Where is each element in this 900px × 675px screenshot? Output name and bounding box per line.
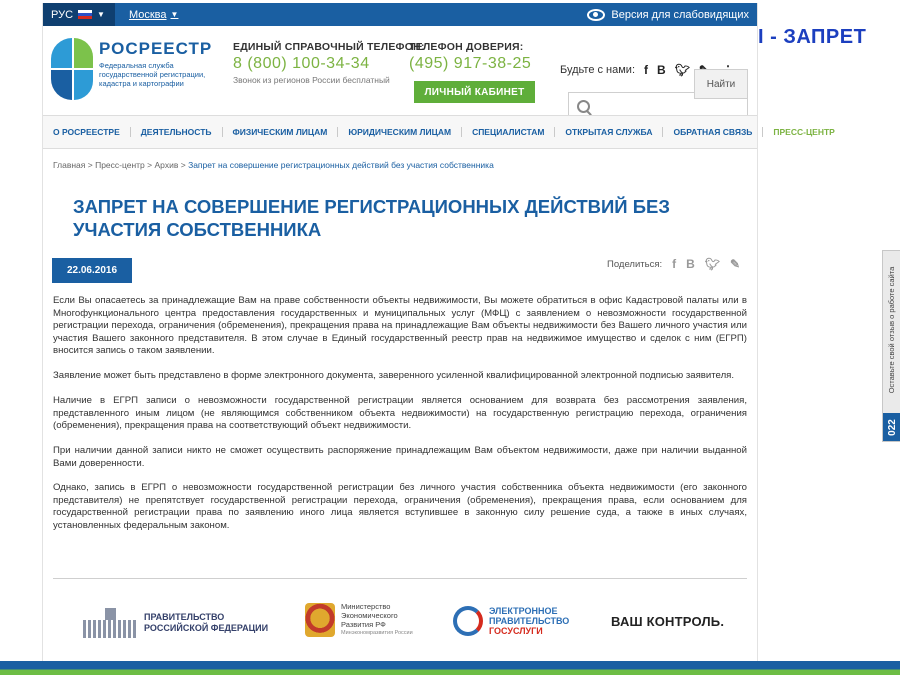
language-label: РУС xyxy=(51,8,74,21)
partner-minek-line3: Развития РФ xyxy=(341,620,386,629)
partner-gosu-line1: ЭЛЕКТРОННОЕ xyxy=(489,606,558,616)
hotline-label: ЕДИНЫЙ СПРАВОЧНЫЙ ТЕЛЕФОН: xyxy=(233,41,425,53)
search-button[interactable]: Найти xyxy=(694,69,748,99)
hotline-block xyxy=(233,41,425,85)
slide-tag: I - ЗАПРЕТ xyxy=(758,26,867,48)
article-paragraph: Заявление может быть представлено в форме электронного документа, заверенного усиленной квалифицированной электронной подписью заявителя. xyxy=(53,370,735,382)
logo-subtitle: Федеральная служба государственной регистрации, кадастра и картографии xyxy=(99,61,206,88)
facebook-icon[interactable]: f xyxy=(672,257,677,271)
twitter-icon[interactable]: 🐦︎ xyxy=(704,257,721,271)
breadcrumb-press[interactable]: Пресс-центр xyxy=(95,160,145,170)
breadcrumb-archive[interactable]: Архив xyxy=(154,160,179,170)
nav-item-activity[interactable]: ДЕЯТЕЛЬНОСТЬ xyxy=(131,127,223,137)
partner-government[interactable] xyxy=(83,608,268,638)
breadcrumb-separator: > xyxy=(147,160,153,170)
partner-gosu-line3: ГОСУСЛУГИ xyxy=(489,626,543,636)
article-body xyxy=(53,295,747,545)
partner-logos xyxy=(43,598,757,648)
government-building-icon xyxy=(83,608,138,638)
top-bar xyxy=(43,3,757,26)
article-paragraph: Однако, запись в ЕГРП о невозможности государственной регистрации без личного участия собственника объекта недвижимости (его законного представителя) не препятствует государственной регистрации перехода, ограничения (обременения), прекращения права, если основанием для государственной регистрации права по заявлению иного лица является вступившее в законную силу решение суда, а также в иных случаях, установленных федеральным законом. xyxy=(53,482,747,532)
gosuslugi-logo-icon xyxy=(453,606,483,636)
trust-line-number[interactable]: (495) 917-38-25 xyxy=(409,55,532,72)
share-label: Поделиться: xyxy=(607,258,663,270)
hotline-number[interactable]: 8 (800) 100-34-34 xyxy=(233,55,370,72)
social-label: Будьте с нами: xyxy=(560,64,636,76)
feedback-label: Оставьте свой отзыв о работе сайта xyxy=(887,266,896,394)
twitter-icon[interactable]: 🐦︎ xyxy=(674,63,690,77)
breadcrumb-separator: > xyxy=(180,160,186,170)
livejournal-icon[interactable]: ✎ xyxy=(730,257,741,271)
breadcrumb xyxy=(53,160,494,170)
logo-brand: РОСРЕЕСТР xyxy=(99,39,213,58)
rosreestr-logo[interactable] xyxy=(51,38,219,100)
footer-divider xyxy=(53,578,747,579)
logo-mark-icon xyxy=(51,38,93,100)
language-selector[interactable] xyxy=(43,3,115,26)
nav-item-legal-entities[interactable]: ЮРИДИЧЕСКИМ ЛИЦАМ xyxy=(338,127,462,137)
nav-item-individuals[interactable]: ФИЗИЧЕСКИМ ЛИЦАМ xyxy=(223,127,339,137)
city-selector[interactable] xyxy=(129,9,178,21)
partner-gosu-line2: ПРАВИТЕЛЬСТВО xyxy=(489,616,570,626)
partner-vk-label: ВАШ КОНТРОЛЬ. xyxy=(611,614,725,629)
personal-cabinet-button[interactable]: ЛИЧНЫЙ КАБИНЕТ xyxy=(414,81,535,103)
nav-item-specialists[interactable]: СПЕЦИАЛИСТАМ xyxy=(462,127,555,137)
hotline-note: Звонок из регионов России бесплатный xyxy=(233,75,390,85)
date-badge: 22.06.2016 xyxy=(52,258,132,283)
chevron-down-icon: ▼ xyxy=(170,10,179,19)
share-block xyxy=(607,257,740,271)
search-icon xyxy=(577,100,590,113)
eye-icon xyxy=(587,9,605,21)
accessibility-link[interactable] xyxy=(587,9,749,21)
breadcrumb-current: Запрет на совершение регистрационных действий без участия собственника xyxy=(188,160,494,170)
partner-gov-line1: ПРАВИТЕЛЬСТВО xyxy=(144,612,225,622)
partner-minek[interactable] xyxy=(305,602,413,638)
partner-gov-line2: РОССИЙСКОЙ ФЕДЕРАЦИИ xyxy=(144,623,269,633)
accessibility-label: Версия для слабовидящих xyxy=(611,8,749,21)
page-title: ЗАПРЕТ НА СОВЕРШЕНИЕ РЕГИСТРАЦИОННЫХ ДЕЙСТВИЙ БЕЗ УЧАСТИЯ СОБСТВЕННИКА xyxy=(73,196,670,240)
nav-item-feedback[interactable]: ОБРАТНАЯ СВЯЗЬ xyxy=(663,127,763,137)
facebook-icon[interactable]: f xyxy=(644,63,649,77)
feedback-number: 022 xyxy=(883,413,900,441)
partner-vash-kontrol[interactable] xyxy=(611,614,724,629)
trust-line-block xyxy=(409,41,531,73)
breadcrumb-separator: > xyxy=(87,160,93,170)
partner-minek-line2: Экономического xyxy=(341,611,398,620)
nav-item-about[interactable]: О РОСРЕЕСТРЕ xyxy=(43,127,131,137)
article-paragraph: Если Вы опасаетесь за принадлежащие Вам на праве собственности объекты недвижимости, Вы можете обратиться в офис Кадастровой палаты или в Многофункционального центра предоставления государственных и муниципальных услуг (МФЦ) с заявлением о невозможности государственной регистрации перехода, ограничения (обременения), прекращения права на принадлежащие Вам объекты недвижимости без Вашего личного участия или участия Вашего законного представителя. В этом случае в Единый государственный реестр прав на недвижимое имущество и сделок с ним (ЕГРП) вносится запись о таком заявлении. xyxy=(53,295,747,357)
city-label: Москва xyxy=(128,8,167,21)
article-paragraph: Наличие в ЕГРП записи о невозможности государственной регистрации является основанием для возврата без рассмотрения заявления, представленного иным лицом (не являющимся собственником объекта недвижимости) на государственную регистрацию перехода, ограничения (обременения), прекращения права на соответствующий объект недвижимости. xyxy=(53,394,747,432)
header xyxy=(43,26,757,114)
article-paragraph: При наличии данной записи никто не сможет осуществить распоряжение принадлежащим Вам объектом недвижимости, даже при наличии выданной Вами доверенности. xyxy=(53,444,747,469)
nav-item-press-center[interactable]: ПРЕСС-ЦЕНТР xyxy=(773,127,835,137)
coat-of-arms-icon xyxy=(305,603,335,637)
chevron-down-icon: ▼ xyxy=(97,10,105,19)
vk-icon[interactable]: B xyxy=(686,257,695,271)
partner-gosuslugi[interactable] xyxy=(453,606,569,636)
vk-icon[interactable]: B xyxy=(657,63,666,77)
main-nav xyxy=(43,115,835,149)
bottom-bar xyxy=(0,661,900,675)
russia-flag-icon xyxy=(78,10,92,19)
breadcrumb-home[interactable]: Главная xyxy=(53,160,86,170)
partner-minek-small: Минэкономразвития России xyxy=(341,630,413,636)
nav-item-open-service[interactable]: ОТКРЫТАЯ СЛУЖБА xyxy=(555,127,663,137)
trust-line-label: ТЕЛЕФОН ДОВЕРИЯ: xyxy=(409,41,524,53)
partner-minek-line1: Министерство xyxy=(341,602,391,611)
feedback-tab[interactable] xyxy=(882,250,900,442)
